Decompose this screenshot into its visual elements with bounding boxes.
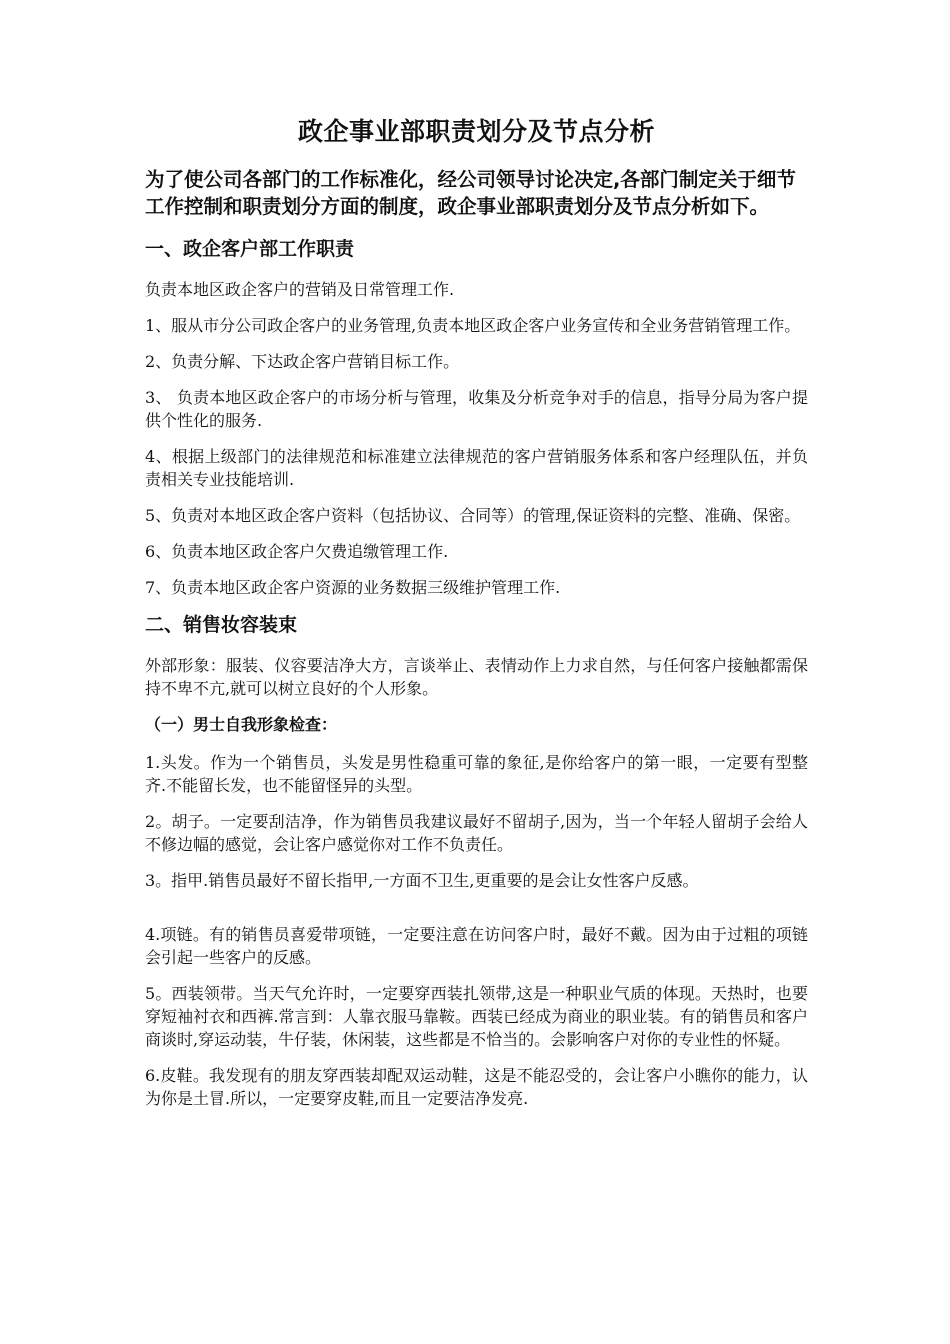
checklist-item: 6.皮鞋。我发现有的朋友穿西装却配双运动鞋，这是不能忍受的，会让客户小瞧你的能力，认为你是土冒.所以，一定要穿皮鞋,而且一定要洁净发亮. — [145, 1066, 808, 1108]
intro-paragraph: 为了使公司各部门的工作标准化，经公司领导讨论决定,各部门制定关于细节工作控制和职责划分方面的制度，政企事业部职责划分及节点分析如下。 — [145, 168, 796, 218]
duty-paragraph: 5、负责对本地区政企客户资料（包括协议、合同等）的管理,保证资料的完整、准确、保密。 — [145, 506, 801, 525]
duty-paragraph: 2、负责分解、下达政企客户营销目标工作。 — [145, 352, 460, 371]
checklist-item: 5。西装领带。当天气允许时，一定要穿西装扎领带,这是一种职业气质的体现。天热时，也要穿短袖衬衣和西裤.常言到：人靠衣服马靠鞍。西装已经成为商业的职业装。有的销售员和客户商谈时,穿运动装，牛仔装，休闲装，这些都是不恰当的。会影响客户对你的专业性的怀疑。 — [145, 984, 808, 1049]
duty-paragraph: 负责本地区政企客户的营销及日常管理工作. — [145, 280, 455, 299]
appearance-intro: 外部形象：服装、仪容要洁净大方，言谈举止、表情动作上力求自然，与任何客户接触都需保持不卑不亢,就可以树立良好的个人形象。 — [145, 656, 808, 698]
duty-paragraph: 3、 负责本地区政企客户的市场分析与管理，收集及分析竞争对手的信息，指导分局为客户提供个性化的服务. — [145, 388, 808, 430]
checklist-item: 2。胡子。一定要刮洁净，作为销售员我建议最好不留胡子,因为，当一个年轻人留胡子会给人不修边幅的感觉，会让客户感觉你对工作不负责任。 — [145, 812, 808, 854]
duty-paragraph: 4、根据上级部门的法律规范和标准建立法律规范的客户营销服务体系和客户经理队伍，并负责相关专业技能培训. — [145, 447, 808, 489]
duty-paragraph: 1、服从市分公司政企客户的业务管理,负责本地区政企客户业务宣传和全业务营销管理工作。 — [145, 316, 801, 335]
section-heading-appearance: 二、销售妆容装束 — [145, 614, 298, 636]
document-title: 政企事业部职责划分及节点分析 — [297, 117, 655, 146]
duty-paragraph: 7、负责本地区政企客户资源的业务数据三级维护管理工作. — [145, 578, 561, 597]
duty-paragraph: 6、负责本地区政企客户欠费追缴管理工作. — [145, 542, 449, 561]
subsection-heading-men: （一）男士自我形象检查： — [145, 715, 338, 734]
checklist-item: 3。指甲.销售员最好不留长指甲,一方面不卫生,更重要的是会让女性客户反感。 — [145, 871, 699, 890]
section-heading-duties: 一、政企客户部工作职责 — [145, 238, 355, 260]
checklist-item: 4.项链。有的销售员喜爱带项链，一定要注意在访问客户时，最好不戴。因为由于过粗的项链会引起一些客户的反感。 — [145, 925, 808, 967]
checklist-item: 1.头发。作为一个销售员，头发是男性稳重可靠的象征,是你给客户的第一眼，一定要有型整齐.不能留长发，也不能留怪异的头型。 — [145, 753, 808, 795]
